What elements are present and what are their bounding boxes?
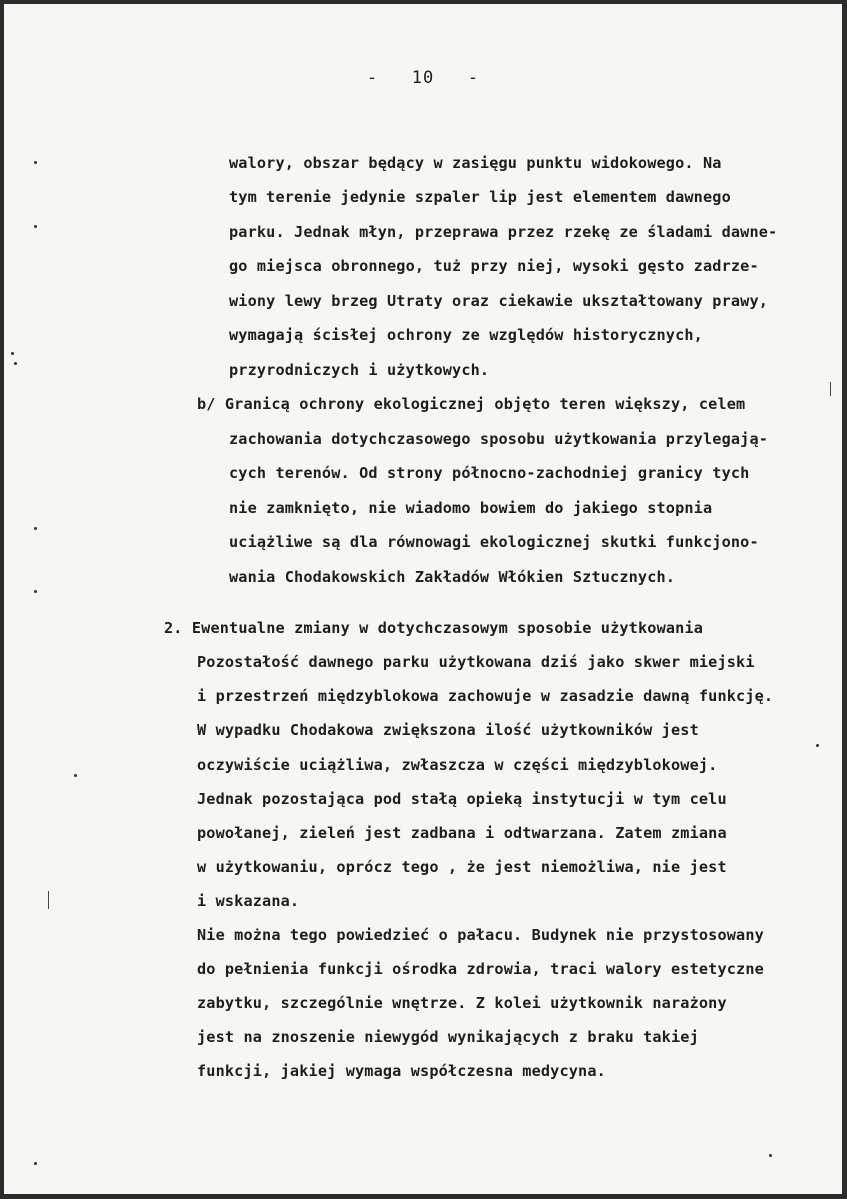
text-line: wania Chodakowskich Zakładów Włókien Sztucznych. bbox=[229, 568, 676, 586]
text-line: nie zamknięto, nie wiadomo bowiem do jakiego stopnia bbox=[229, 499, 713, 517]
text-line: wiony lewy brzeg Utraty oraz ciekawie ukształtowany prawy, bbox=[229, 292, 769, 310]
text-line: walory, obszar będący w zasięgu punktu widokowego. Na bbox=[229, 154, 722, 172]
text-line: uciążliwe są dla równowagi ekologicznej skutki funkcjono- bbox=[229, 533, 759, 551]
text-line: oczywiście uciążliwa, zwłaszcza w części międzyblokowej. bbox=[197, 756, 718, 774]
text-line: jest na znoszenie niewygód wynikających z braku takiej bbox=[197, 1028, 699, 1046]
text-line: Jednak pozostająca pod stałą opieką instytucji w tym celu bbox=[197, 790, 727, 808]
scan-speck bbox=[34, 225, 37, 228]
scan-speck bbox=[34, 1162, 37, 1165]
document-page bbox=[4, 4, 842, 1194]
text-line: Pozostałość dawnego parku użytkowana dziś jako skwer miejski bbox=[197, 653, 755, 671]
text-line: do pełnienia funkcji ośrodka zdrowia, traci walory estetyczne bbox=[197, 960, 764, 978]
scan-speck bbox=[14, 362, 17, 365]
scan-speck bbox=[74, 774, 77, 777]
text-line: przyrodniczych i użytkowych. bbox=[229, 361, 490, 379]
text-line: b/ Granicą ochrony ekologicznej objęto teren większy, celem bbox=[197, 395, 746, 413]
text-line: go miejsca obronnego, tuż przy niej, wysoki gęsto zadrze- bbox=[229, 257, 759, 275]
scan-speck bbox=[34, 527, 37, 530]
section-heading: 2. Ewentualne zmiany w dotychczasowym sposobie użytkowania bbox=[164, 619, 704, 637]
page-number: - 10 - bbox=[366, 68, 480, 88]
text-line: i przestrzeń międzyblokowa zachowuje w zasadzie dawną funkcję. bbox=[197, 687, 774, 705]
text-line: Nie można tego powiedzieć o pałacu. Budynek nie przystosowany bbox=[197, 926, 764, 944]
text-line: tym terenie jedynie szpaler lip jest elementem dawnego bbox=[229, 188, 731, 206]
scan-mark bbox=[830, 382, 831, 396]
scan-speck bbox=[816, 744, 819, 747]
scan-speck bbox=[11, 352, 14, 355]
scan-mark bbox=[48, 891, 49, 909]
text-line: cych terenów. Od strony północno-zachodniej granicy tych bbox=[229, 464, 750, 482]
text-line: zachowania dotychczasowego sposobu użytkowania przylegają- bbox=[229, 430, 769, 448]
scan-speck bbox=[34, 161, 37, 164]
text-line: W wypadku Chodakowa zwiększona ilość użytkowników jest bbox=[197, 721, 699, 739]
text-line: wymagają ścisłej ochrony ze względów historycznych, bbox=[229, 326, 703, 344]
text-line: zabytku, szczególnie wnętrze. Z kolei użytkownik narażony bbox=[197, 994, 727, 1012]
text-line: parku. Jednak młyn, przeprawa przez rzekę ze śladami dawne- bbox=[229, 223, 778, 241]
text-line: i wskazana. bbox=[197, 892, 300, 910]
scan-speck bbox=[769, 1154, 772, 1157]
text-line: w użytkowaniu, oprócz tego , że jest niemożliwa, nie jest bbox=[197, 858, 727, 876]
text-line: powołanej, zieleń jest zadbana i odtwarzana. Zatem zmiana bbox=[197, 824, 727, 842]
text-line: funkcji, jakiej wymaga współczesna medycyna. bbox=[197, 1062, 606, 1080]
scan-speck bbox=[34, 590, 37, 593]
